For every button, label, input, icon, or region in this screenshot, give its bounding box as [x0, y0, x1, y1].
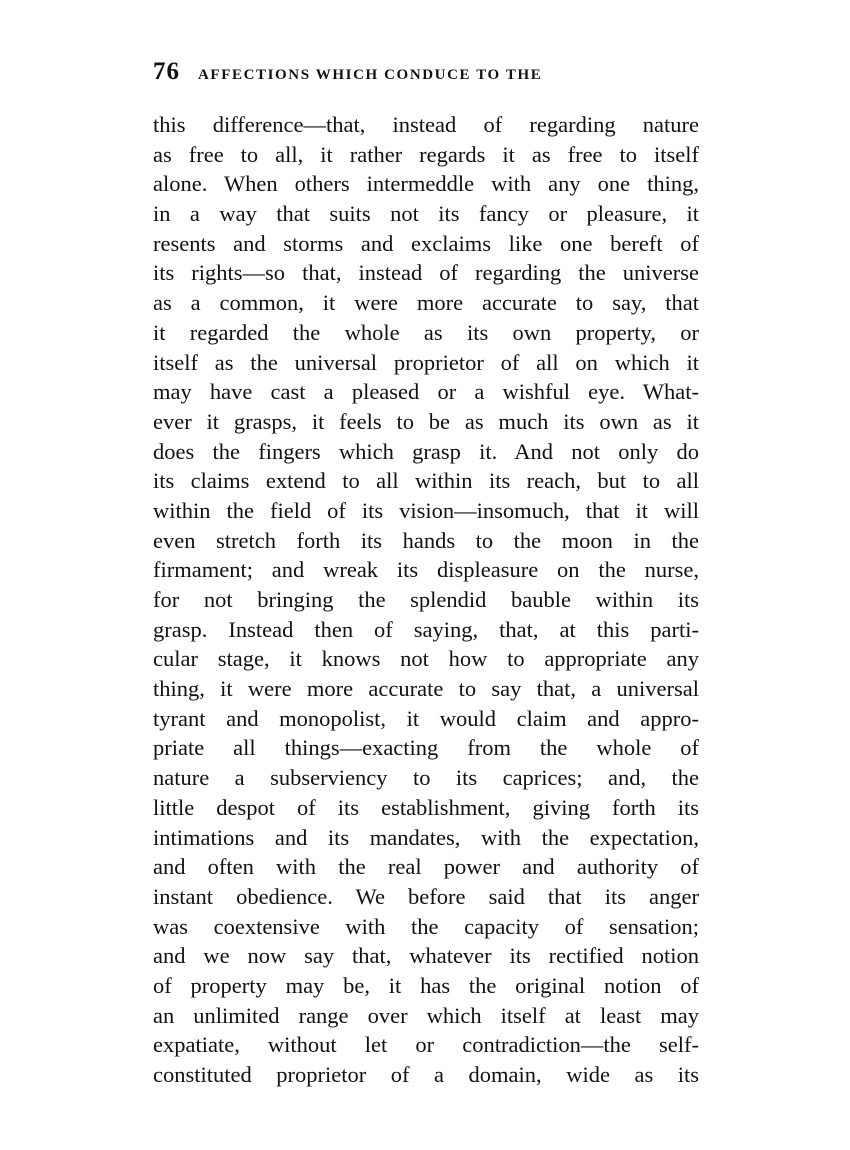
text-line: was coextensive with the capacity of sensation; [153, 913, 699, 939]
text-line: its rights—so that, instead of regarding the universe [153, 260, 699, 286]
text-line: as a common, it were more accurate to say, that [153, 290, 699, 316]
text-line: may have cast a pleased or a wishful eye. What- [153, 379, 699, 405]
body-text [153, 110, 699, 1090]
text-line: itself as the universal proprietor of all on which it [153, 349, 699, 375]
text-line: constituted proprietor of a domain, wide as its [153, 1062, 699, 1087]
text-line: expatiate, without let or contradiction—the self- [153, 1032, 699, 1058]
text-line: little despot of its establishment, giving forth its [153, 794, 699, 820]
text-line: instant obedience. We before said that its anger [153, 883, 699, 909]
text-line: and often with the real power and authority of [153, 854, 699, 880]
running-head [153, 58, 713, 94]
text-line: for not bringing the splendid bauble within its [153, 587, 699, 612]
page-number: 76 [153, 58, 180, 85]
text-line: alone. When others intermeddle with any one thing, [153, 171, 699, 197]
text-line: thing, it were more accurate to say that, a universal [153, 676, 699, 702]
text-line: within the field of its vision—insomuch, that it will [153, 497, 699, 523]
text-line: nature a subserviency to its caprices; and, the [153, 765, 699, 791]
text-line: it regarded the whole as its own property, or [153, 319, 699, 345]
text-line: tyrant and monopolist, it would claim and appro- [153, 705, 699, 731]
text-line: of property may be, it has the original notion of [153, 972, 699, 998]
text-line: its claims extend to all within its reach, but to all [153, 468, 699, 494]
text-line: firmament; and wreak its displeasure on the nurse, [153, 557, 699, 583]
text-line: ever it grasps, it feels to be as much its own as it [153, 408, 699, 434]
text-line: an unlimited range over which itself at least may [153, 1002, 699, 1028]
text-line: and we now say that, whatever its rectified notion [153, 943, 699, 969]
text-line: in a way that suits not its fancy or pleasure, it [153, 201, 699, 227]
text-line: even stretch forth its hands to the moon in the [153, 527, 699, 553]
text-line: priate all things—exacting from the whole of [153, 735, 699, 761]
text-line: cular stage, it knows not how to appropriate any [153, 646, 699, 672]
text-line: intimations and its mandates, with the expectation, [153, 824, 699, 850]
running-head-title: AFFECTIONS WHICH CONDUCE TO THE [198, 67, 543, 83]
text-line: does the fingers which grasp it. And not only do [153, 438, 699, 464]
text-line: grasp. Instead then of saying, that, at this parti- [153, 616, 699, 642]
text-line: resents and storms and exclaims like one bereft of [153, 230, 699, 256]
text-line: this difference—that, instead of regarding nature [153, 112, 699, 137]
text-line: as free to all, it rather regards it as free to itself [153, 141, 699, 167]
